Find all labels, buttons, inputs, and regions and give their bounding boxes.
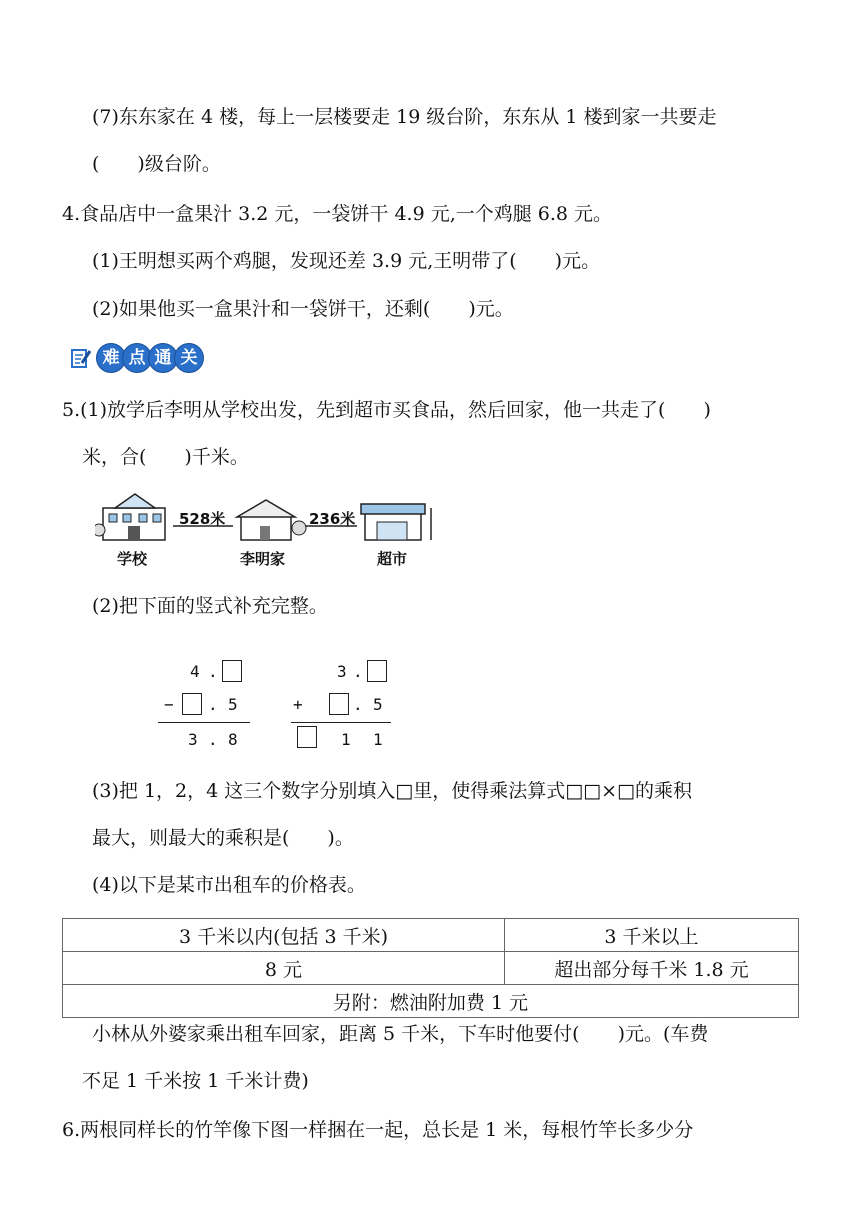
q3-7-line2: ( )级台阶。 [92, 153, 221, 175]
q5-3-line2: 最大，则最大的乘积是( )。 [92, 827, 354, 849]
route-map [95, 490, 445, 570]
answer-box[interactable] [222, 660, 242, 682]
table-row [63, 919, 799, 952]
q5-1-line2: 米，合( )千米。 [82, 446, 249, 468]
calc-left-op: − [164, 695, 174, 714]
calc-right-d1: 3 [337, 662, 347, 681]
calc-right-d2: 5 [373, 695, 383, 714]
distance-school-home: 528米 [179, 510, 226, 528]
calc-right-op: + [293, 695, 303, 714]
q5-4-after-line1: 小林从外婆家乘出租车回家，距离 5 千米，下车时他要付( )元。(车费 [92, 1023, 709, 1045]
calc-left-d1: 4 [190, 662, 200, 681]
table-row [63, 985, 799, 1018]
route-illustration [95, 490, 445, 550]
distance-home-market: 236米 [309, 510, 356, 528]
label-school: 学校 [117, 550, 148, 568]
calc-left-rdot: . [208, 730, 218, 749]
q5-1-line1: 5.(1)放学后李明从学校出发，先到超市买食品，然后回家，他一共走了( ) [62, 399, 711, 421]
section-badge [70, 344, 200, 372]
calc-left-r1: 3 [188, 730, 198, 749]
calc-right-dot1: . [353, 662, 363, 681]
q6-stem: 6.两根同样长的竹竿像下图一样捆在一起，总长是 1 米，每根竹竿长多少分 [62, 1119, 694, 1141]
house-icon [237, 500, 306, 540]
calc-right-r1: 1 [341, 730, 351, 749]
school-building-icon [95, 494, 165, 540]
pencil-note-icon [70, 347, 92, 369]
calc-right-r2: 1 [373, 730, 383, 749]
badge-char-4: 关 [174, 343, 204, 373]
table-cell: 超出部分每千米 1.8 元 [505, 952, 799, 985]
badge-char-2: 点 [122, 343, 152, 373]
taxi-price-table [62, 918, 799, 1018]
calc-right-dot2: . [353, 695, 363, 714]
q5-4-after-line2: 不足 1 千米按 1 千米计费) [82, 1070, 309, 1092]
badge-char-3: 通 [148, 343, 178, 373]
table-footer-cell: 另附：燃油附加费 1 元 [63, 985, 799, 1018]
calc-rule [291, 722, 391, 723]
q4-2: (2)如果他买一盒果汁和一袋饼干，还剩( )元。 [92, 298, 514, 320]
supermarket-icon [361, 504, 431, 540]
calc-left-dot2: . [208, 695, 218, 714]
calc-left-r2: 8 [228, 730, 238, 749]
q5-4: (4)以下是某市出租车的价格表。 [92, 874, 366, 896]
q3-7-line1: (7)东东家在 4 楼，每上一层楼要走 19 级台阶，东东从 1 楼到家一共要走 [92, 106, 717, 128]
label-market: 超市 [377, 550, 408, 568]
q4-1: (1)王明想买两个鸡腿，发现还差 3.9 元,王明带了( )元。 [92, 250, 601, 272]
q5-3-line1: (3)把 1，2，4 这三个数字分别填入□里，使得乘法算式□□×□的乘积 [92, 780, 692, 802]
answer-box[interactable] [329, 693, 349, 715]
answer-box[interactable] [182, 693, 202, 715]
vertical-subtraction [150, 658, 250, 750]
vertical-addition [285, 658, 395, 750]
calc-left-dot1: . [208, 662, 218, 681]
calc-rule [158, 722, 250, 723]
badge-char-1: 难 [96, 343, 126, 373]
calc-left-d2: 5 [228, 695, 238, 714]
table-header-cell: 3 千米以上 [505, 919, 799, 952]
answer-box[interactable] [367, 660, 387, 682]
answer-box[interactable] [297, 726, 317, 748]
q4-stem: 4.食品店中一盒果汁 3.2 元，一袋饼干 4.9 元,一个鸡腿 6.8 元。 [62, 203, 613, 225]
table-header-cell: 3 千米以内(包括 3 千米) [63, 919, 505, 952]
table-cell: 8 元 [63, 952, 505, 985]
table-row [63, 952, 799, 985]
q5-2: (2)把下面的竖式补充完整。 [92, 595, 328, 617]
label-home: 李明家 [240, 550, 286, 568]
